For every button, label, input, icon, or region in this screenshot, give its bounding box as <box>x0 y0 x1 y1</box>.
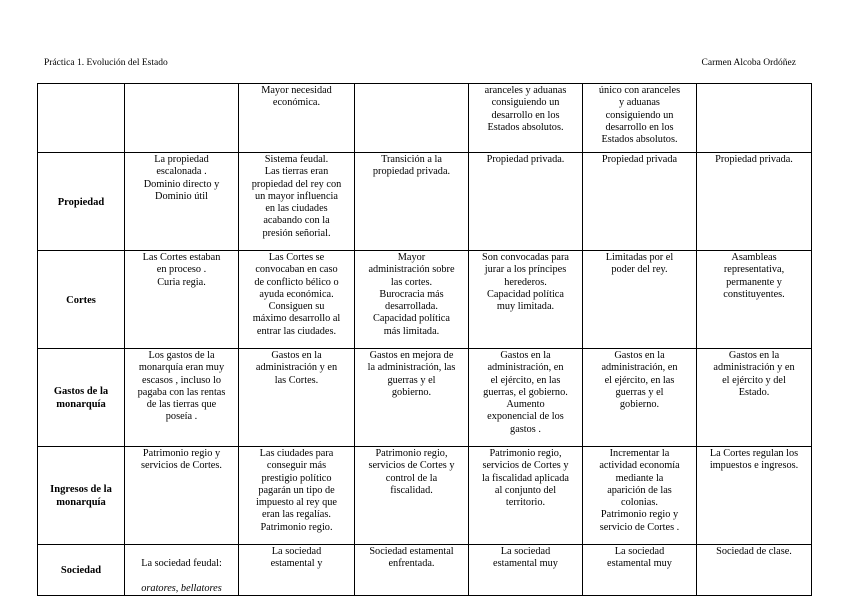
table-cell: Sociedad de clase. <box>697 545 812 596</box>
table-cell: Gastos en la administración y en las Cortes. <box>239 349 355 447</box>
table-cell: Las ciudades para conseguir más prestigio político pagarán un tipo de impuesto al rey que eran las regalías. Patrimonio regio. <box>239 447 355 545</box>
table-cell: Sistema feudal. Las tierras eran propiedad del rey con un mayor influencia en las ciudades acabando con la presión señorial. <box>239 153 355 251</box>
cell-text: La sociedad feudal: <box>141 558 222 570</box>
table-cell: Patrimonio regio y servicios de Cortes. <box>125 447 239 545</box>
table-cell: La propiedad escalonada . Dominio directo y Dominio útil <box>125 153 239 251</box>
table-cell: Los gastos de la monarquía eran muy escasos , incluso lo pagaba con las rentas de las tierras que poseía . <box>125 349 239 447</box>
table-row <box>38 349 812 447</box>
table-cell: La sociedad estamental muy <box>469 545 583 596</box>
row-header: Sociedad <box>38 545 125 596</box>
table-cell: Patrimonio regio, servicios de Cortes y la fiscalidad aplicada al conjunto del territorio. <box>469 447 583 545</box>
table-cell <box>697 84 812 153</box>
table-row <box>38 251 812 349</box>
table-row <box>38 84 812 153</box>
table-cell: Propiedad privada. <box>697 153 812 251</box>
table-cell: Patrimonio regio, servicios de Cortes y control de la fiscalidad. <box>355 447 469 545</box>
row-header: Gastos de la monarquía <box>38 349 125 447</box>
row-header <box>38 84 125 153</box>
table-cell: Gastos en la administración, en el ejército, en las guerras, el gobierno. Aumento exponencial de los gastos . <box>469 349 583 447</box>
header-author: Carmen Alcoba Ordóñez <box>701 58 796 68</box>
table-cell: único con aranceles y aduanas consiguiendo un desarrollo en los Estados absolutos. <box>583 84 697 153</box>
table-cell: Mayor administración sobre las cortes. Burocracia más desarrollada. Capacidad política más limitada. <box>355 251 469 349</box>
table-cell: La sociedad estamental y <box>239 545 355 596</box>
table-cell: Transición a la propiedad privada. <box>355 153 469 251</box>
table-row <box>38 545 812 596</box>
table-cell: aranceles y aduanas consiguiendo un desarrollo en los Estados absolutos. <box>469 84 583 153</box>
table-cell <box>355 84 469 153</box>
table-cell <box>125 545 239 596</box>
table-cell: Asambleas representativa, permanente y constituyentes. <box>697 251 812 349</box>
table-cell: Las Cortes estaban en proceso . Curia regia. <box>125 251 239 349</box>
table-cell: Sociedad estamental enfrentada. <box>355 545 469 596</box>
table-cell: La Cortes regulan los impuestos e ingresos. <box>697 447 812 545</box>
table-cell: Las Cortes se convocaban en caso de conflicto bélico o ayuda económica. Consiguen su máximo desarrollo al entrar las ciudades. <box>239 251 355 349</box>
row-header: Cortes <box>38 251 125 349</box>
table-cell: Propiedad privada. <box>469 153 583 251</box>
row-header: Ingresos de la monarquía <box>38 447 125 545</box>
table-cell <box>125 84 239 153</box>
table-cell: Gastos en mejora de la administración, las guerras y el gobierno. <box>355 349 469 447</box>
table-cell: Son convocadas para jurar a los príncipes herederos. Capacidad política muy limitada. <box>469 251 583 349</box>
evolution-table <box>37 83 812 596</box>
table-cell: Propiedad privada <box>583 153 697 251</box>
table-cell: La sociedad estamental muy <box>583 545 697 596</box>
table-cell: Limitadas por el poder del rey. <box>583 251 697 349</box>
table-cell: Incrementar la actividad economía mediante la aparición de las colonias. Patrimonio regio y servicio de Cortes . <box>583 447 697 545</box>
table-cell: Mayor necesidad económica. <box>239 84 355 153</box>
header-left-title: Práctica 1. Evolución del Estado <box>44 58 168 68</box>
table-cell: Gastos en la administración, en el ejército, en las guerras y el gobierno. <box>583 349 697 447</box>
row-header: Propiedad <box>38 153 125 251</box>
table-row <box>38 447 812 545</box>
table-cell: Gastos en la administración y en el ejército y del Estado. <box>697 349 812 447</box>
table-row <box>38 153 812 251</box>
italic-note: oratores, bellatores <box>141 582 222 594</box>
